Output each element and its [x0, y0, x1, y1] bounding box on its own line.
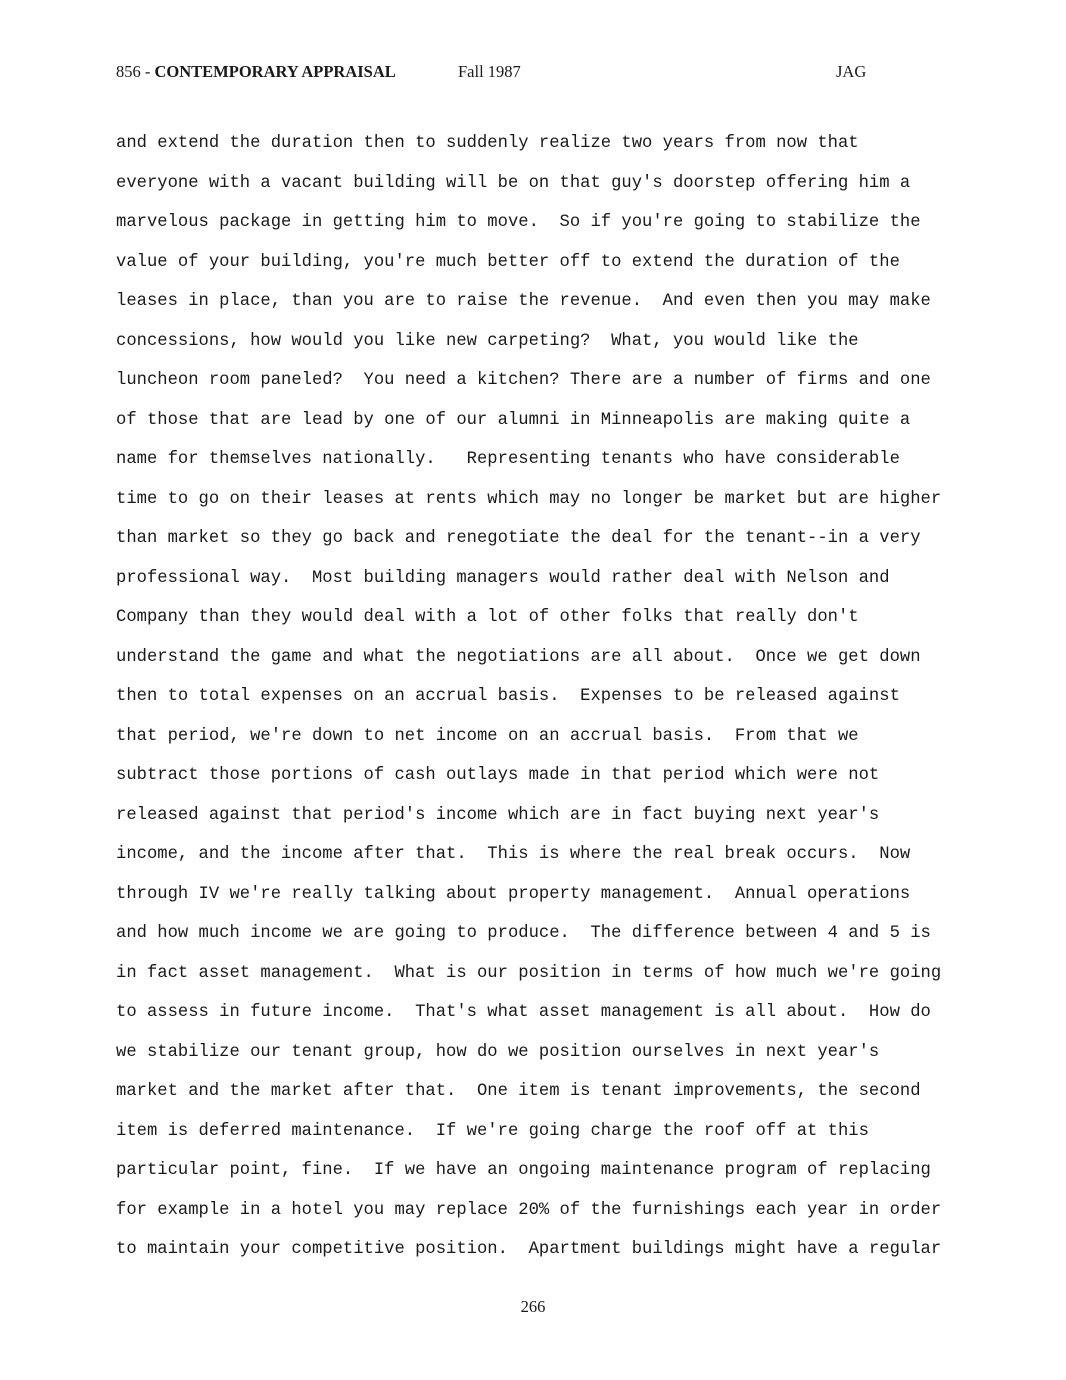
text-line: we stabilize our tenant group, how do we position ourselves in next year's	[116, 1042, 880, 1062]
text-line: subtract those portions of cash outlays made in that period which were not	[116, 766, 880, 785]
text-line: in fact asset management. What is our position in terms of how much we're going	[116, 963, 942, 983]
course-number: 856 -	[116, 62, 155, 81]
text-line: item is deferred maintenance. If we're going charge the roof off at this	[116, 1121, 869, 1141]
text-line: professional way. Most building managers would rather deal with Nelson and	[116, 568, 890, 588]
text-line: that period, we're down to net income on an accrual basis. From that we	[116, 726, 859, 746]
page-number: 266	[520, 1297, 546, 1316]
text-line: for example in a hotel you may replace 20% of the furnishings each year in order	[116, 1200, 942, 1220]
text-line: of those that are lead by one of our alumni in Minneapolis are making quite a	[116, 410, 911, 430]
text-line: particular point, fine. If we have an ongoing maintenance program of replacing	[116, 1161, 931, 1180]
text-line: and how much income we are going to produce. The difference between 4 and 5 is	[116, 924, 931, 943]
text-line: name for themselves nationally. Representing tenants who have considerable	[116, 450, 900, 469]
text-line: luncheon room paneled? You need a kitchen? There are a number of firms and one	[116, 371, 931, 390]
text-line: and extend the duration then to suddenly realize two years from now that	[116, 134, 859, 153]
transcript-body	[116, 124, 1016, 1270]
course-name: CONTEMPORARY APPRAISAL	[154, 62, 396, 81]
text-line: Company than they would deal with a lot of other folks that really don't	[116, 608, 859, 627]
page-header	[0, 62, 1066, 86]
text-line: released against that period's income which are in fact buying next year's	[116, 805, 880, 825]
course-title	[116, 62, 396, 82]
text-line: income, and the income after that. This is where the real break occurs. Now	[116, 845, 911, 864]
text-line: marvelous package in getting him to move. So if you're going to stabilize the	[116, 213, 921, 232]
text-line: value of your building, you're much better off to extend the duration of the	[116, 252, 900, 272]
text-line: market and the market after that. One item is tenant improvements, the second	[116, 1082, 921, 1101]
text-line: then to total expenses on an accrual basis. Expenses to be released against	[116, 687, 900, 706]
text-line: understand the game and what the negotiations are all about. Once we get down	[116, 647, 921, 667]
text-line: to assess in future income. That's what asset management is all about. How do	[116, 1003, 931, 1022]
text-line: leases in place, than you are to raise the revenue. And even then you may make	[116, 292, 931, 311]
text-line: through IV we're really talking about property management. Annual operations	[116, 884, 911, 904]
text-line: everyone with a vacant building will be on that guy's doorstep offering him a	[116, 173, 911, 193]
text-line: to maintain your competitive position. Apartment buildings might have a regular	[116, 1240, 942, 1259]
author-initials: JAG	[836, 62, 867, 81]
text-line: concessions, how would you like new carpeting? What, you would like the	[116, 331, 859, 351]
text-line: than market so they go back and renegotiate the deal for the tenant--in a very	[116, 529, 921, 548]
term-label: Fall 1987	[458, 62, 521, 81]
text-line: time to go on their leases at rents which may no longer be market but are higher	[116, 489, 942, 509]
